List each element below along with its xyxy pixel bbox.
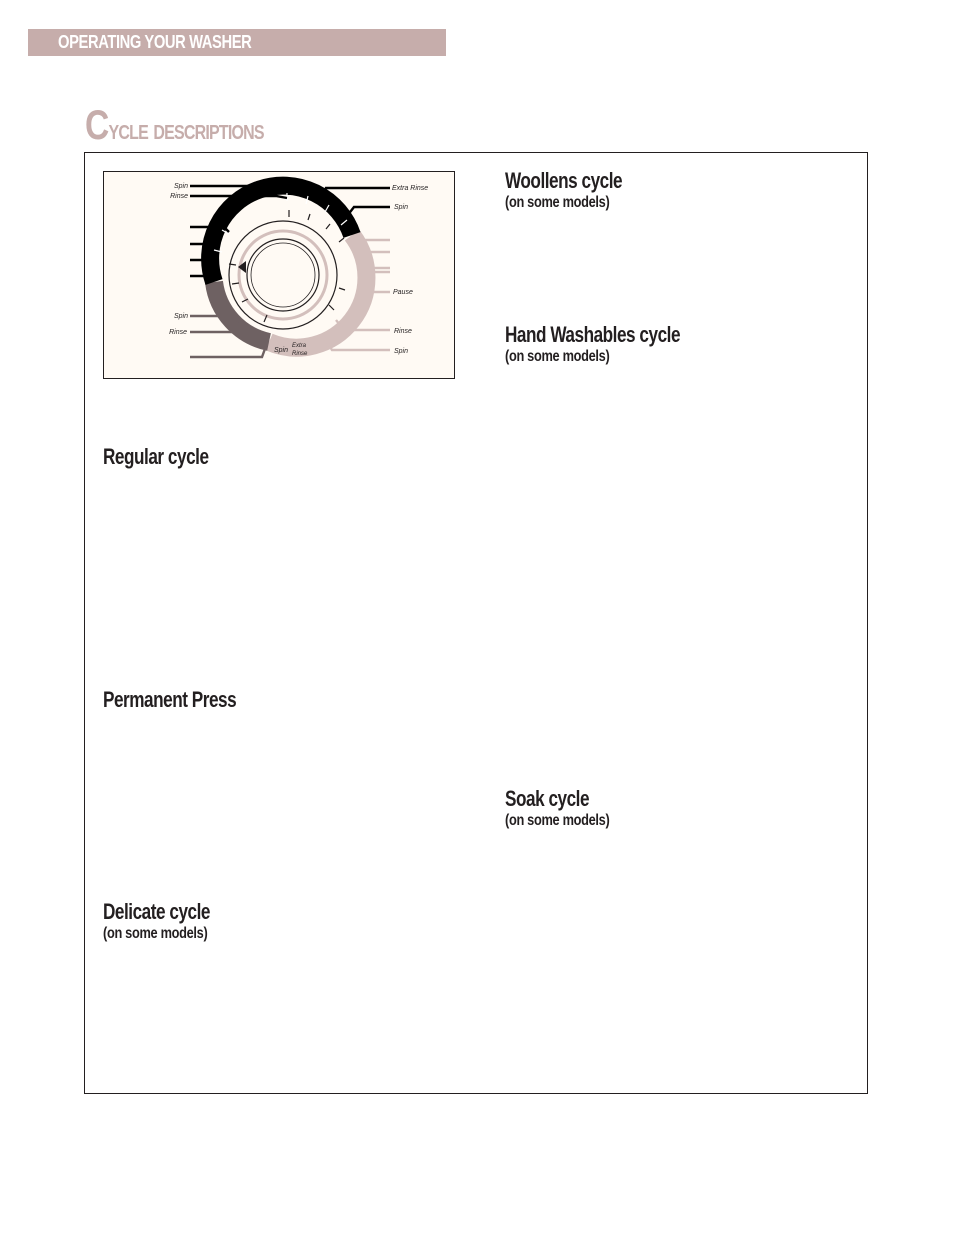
dial-label-spin-top: Spin xyxy=(173,183,188,190)
section-delicate xyxy=(103,899,240,943)
page-title-initial: C xyxy=(85,101,109,148)
dial-label-rinse-top: Rinse xyxy=(170,193,188,200)
dial-knob-inner xyxy=(247,239,319,311)
dial-label-extra-bottom: Extra xyxy=(292,343,307,349)
page-title-rest: ycle descriptions xyxy=(108,114,264,145)
dial-label-extra-rinse-top: Extra Rinse xyxy=(392,185,429,192)
dial-label-spin-left: Spin xyxy=(173,313,188,320)
cycle-dial-svg xyxy=(104,172,454,378)
section-permanent-press xyxy=(103,687,274,713)
dial-label-rinse-right: Rinse xyxy=(394,328,412,335)
section-subtitle-woollens: (on some models) xyxy=(505,194,610,211)
dial-label-pause: Pause xyxy=(393,289,413,296)
section-title-hand-washables: Hand Washables cycle xyxy=(505,322,681,347)
section-title-soak: Soak cycle xyxy=(505,786,590,811)
cycle-dial-illustration xyxy=(103,171,455,379)
section-hand-washables xyxy=(505,322,729,366)
dial-label-spin-bottom: Spin xyxy=(274,347,289,354)
section-title-regular: Regular cycle xyxy=(103,444,209,469)
dial-label-rinse-left: Rinse xyxy=(169,329,187,336)
section-title-delicate: Delicate cycle xyxy=(103,899,210,924)
dial-label-spin-right-top: Spin xyxy=(394,204,409,211)
section-regular xyxy=(103,444,238,470)
section-subtitle-hand-washables: (on some models) xyxy=(505,348,610,365)
section-woollens xyxy=(505,168,655,212)
page-title xyxy=(85,101,264,148)
header-bar xyxy=(28,29,446,56)
header-text: OPERATING YOUR WASHER xyxy=(58,32,252,52)
section-title-woollens: Woollens cycle xyxy=(505,168,623,193)
dial-label-spin-right: Spin xyxy=(394,348,409,355)
section-subtitle-soak: (on some models) xyxy=(505,812,610,829)
dial-label-rinse-bottom: Rinse xyxy=(292,351,308,357)
section-title-permanent-press: Permanent Press xyxy=(103,687,237,712)
section-soak xyxy=(505,786,636,830)
section-subtitle-delicate: (on some models) xyxy=(103,925,208,942)
